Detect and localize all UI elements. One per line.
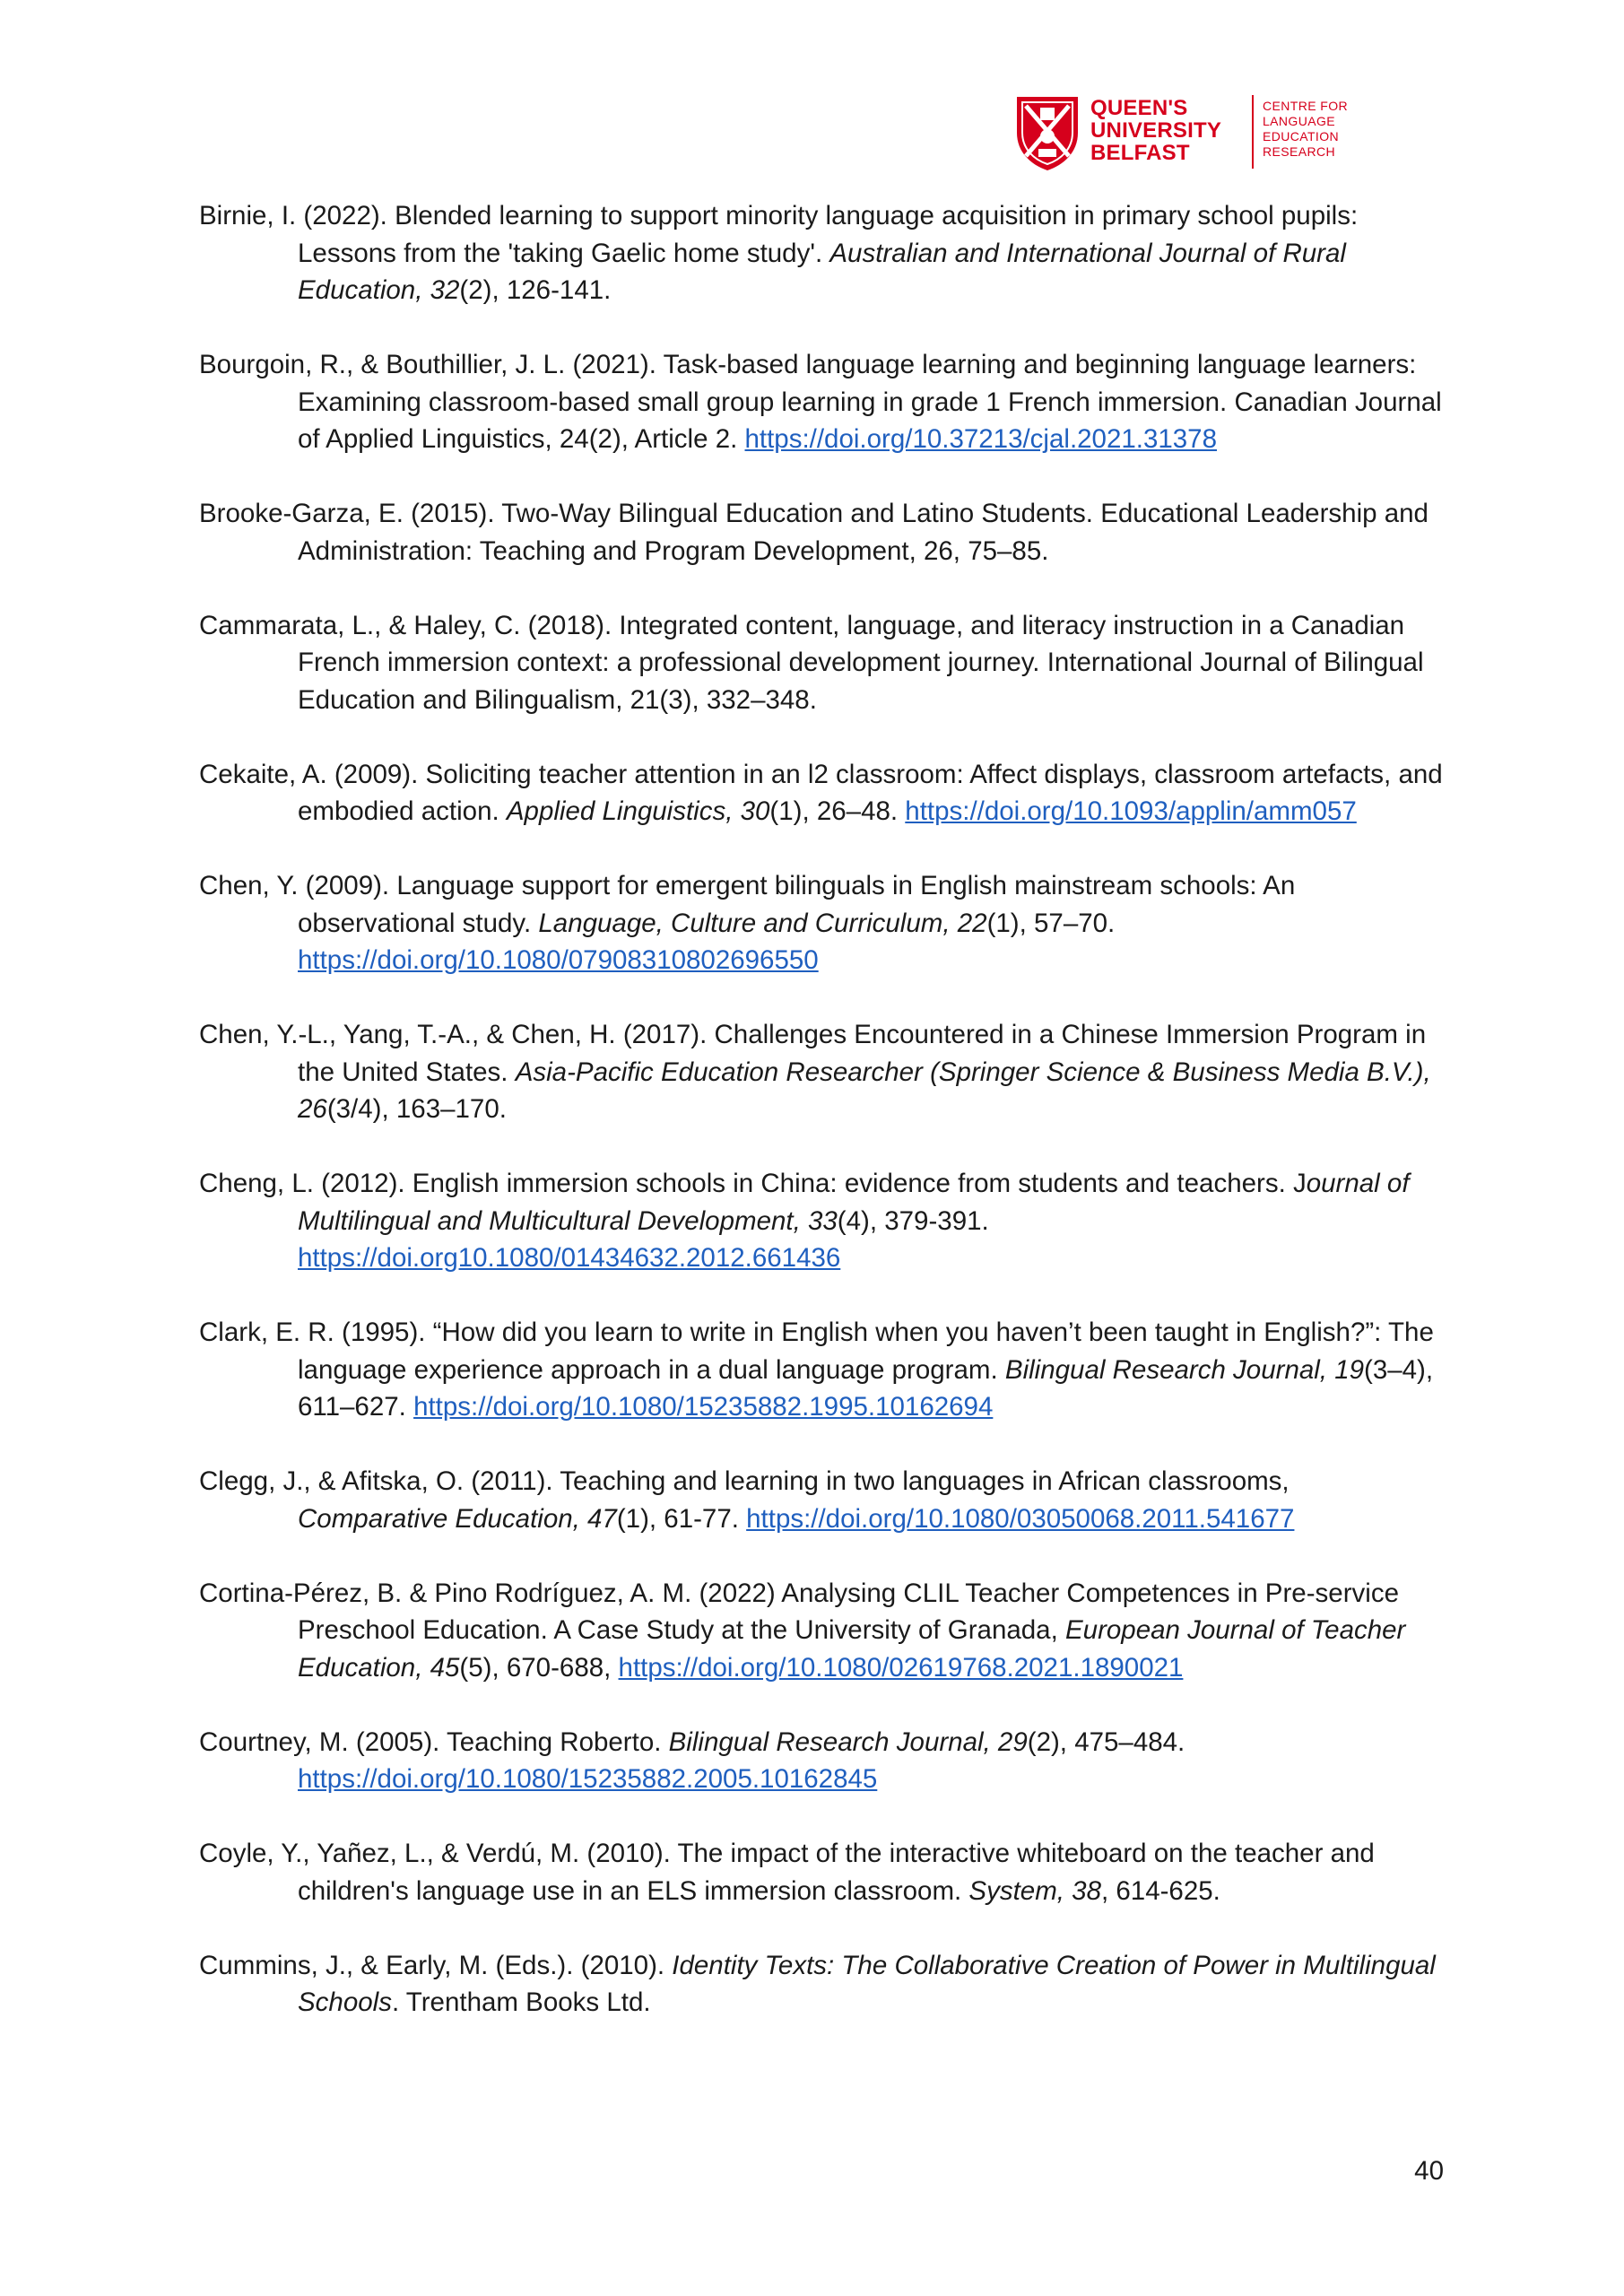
reference-text: Chen, Y.-L., Yang, T.-A., & Chen, H. (2017). Challenges Encountered in a Chinese Immersion Program in the United States.: [199, 1020, 1427, 1087]
reference-text: (3–4), 611–627.: [298, 1354, 1434, 1422]
reference-entry: [199, 607, 1446, 719]
reference-entry: [199, 1016, 1446, 1128]
reference-entry: [199, 346, 1446, 458]
journal-title: Identity Texts: The Collaborative Creation of Power in Multilingual Schools: [298, 1950, 1436, 2017]
reference-entry: [199, 867, 1446, 979]
reference-text: (1), 61-77.: [616, 1503, 747, 1534]
university-line: QUEEN'S: [1090, 96, 1188, 120]
reference-text: (2), 475–484.: [1027, 1726, 1185, 1757]
journal-title: Bilingual Research Journal, 29: [668, 1726, 1028, 1757]
doi-link[interactable]: https://doi.org/10.1080/03050068.2011.541677: [746, 1503, 1295, 1534]
reference-text: Chen, Y. (2009). Language support for emergent bilinguals in English mainstream schools: An observational study.: [199, 871, 1296, 938]
reference-list: [199, 197, 1446, 2022]
reference-text: Cekaite, A. (2009). Soliciting teacher attention in an l2 classroom: Affect displays, classroom artefacts, and embodied action.: [199, 759, 1443, 826]
reference-entry: [199, 495, 1446, 570]
centre-line: EDUCATION: [1263, 129, 1340, 144]
doi-link[interactable]: https://doi.org/10.1093/applin/amm057: [905, 796, 1357, 826]
page-number: 40: [1414, 2156, 1444, 2186]
doi-link[interactable]: https://doi.org/10.1080/15235882.2005.10162845: [298, 1764, 878, 1794]
reference-entry: [199, 756, 1446, 831]
reference-entry: [199, 1835, 1446, 1909]
logo-divider: [1252, 95, 1254, 169]
reference-text: Clegg, J., & Afitska, O. (2011). Teaching and learning in two languages in African classrooms,: [199, 1466, 1290, 1496]
journal-title: Australian and International Journal of Rural Education, 32: [298, 238, 1346, 305]
reference-text: (1), 57–70.: [986, 908, 1116, 938]
reference-text: Cammarata, L., & Haley, C. (2018). Integrated content, language, and literacy instruction in a Canadian French immersion context: a professional development journey. International Journal of Bilingual Education and Bilingualism, 21(3), 332–348.: [199, 610, 1424, 715]
reference-entry: [199, 1463, 1446, 1537]
reference-text: Cummins, J., & Early, M. (Eds.). (2010).: [199, 1950, 673, 1980]
doi-link[interactable]: https://doi.org/10.37213/cjal.2021.31378: [744, 424, 1217, 454]
reference-text: (4), 379-391.: [837, 1205, 989, 1236]
reference-text: (2), 126-141.: [459, 275, 612, 305]
reference-entry: [199, 1575, 1446, 1687]
centre-name: [1263, 99, 1348, 160]
reference-text: . Trentham Books Ltd.: [391, 1987, 651, 2017]
university-line: UNIVERSITY: [1090, 118, 1222, 143]
journal-title: Comparative Education, 47: [298, 1503, 617, 1534]
reference-text: Birnie, I. (2022). Blended learning to support minority language acquisition in primary school pupils: Lessons from the 'taking Gaelic home study'.: [199, 201, 1359, 268]
reference-text: Bourgoin, R., & Bouthillier, J. L. (2021). Task-based language learning and beginning language learners: Examining classroom-based small group learning in grade 1 French immersion. Canadian Journal of Applied Linguistics, 24(2), Article 2.: [199, 350, 1442, 454]
reference-entry: [199, 1724, 1446, 1798]
doi-link[interactable]: https://doi.org/10.1080/15235882.1995.10162694: [413, 1392, 994, 1422]
journal-title: ournal of Multilingual and Multicultural Development, 33: [298, 1169, 1410, 1236]
doi-link[interactable]: https://doi.org/10.1080/02619768.2021.1890021: [618, 1652, 1184, 1683]
qub-logo: [1013, 93, 1372, 172]
qub-crest-icon: [1013, 93, 1081, 172]
journal-title: System, 38: [968, 1875, 1101, 1906]
reference-text: Cortina-Pérez, B. & Pino Rodríguez, A. M. (2022) Analysing CLIL Teacher Competences in Pre-service Preschool Education. A Case Study at the University of Granada,: [199, 1578, 1399, 1645]
reference-text: (1), 26–48.: [769, 796, 906, 826]
reference-text: Cheng, L. (2012). English immersion schools in China: evidence from students and teachers. J: [199, 1169, 1307, 1198]
doi-link[interactable]: https://doi.org10.1080/01434632.2012.661436: [298, 1243, 841, 1273]
centre-line: CENTRE FOR: [1263, 99, 1348, 113]
reference-text: Coyle, Y., Yañez, L., & Verdú, M. (2010). The impact of the interactive whiteboard on the teacher and children's language use in an ELS immersion classroom.: [199, 1839, 1375, 1906]
doi-link[interactable]: https://doi.org/10.1080/07908310802696550: [298, 945, 819, 975]
reference-entry: [199, 1947, 1446, 2022]
journal-title: European Journal of Teacher Education, 45: [298, 1615, 1406, 1683]
reference-text: Courtney, M. (2005). Teaching Roberto.: [199, 1726, 669, 1757]
reference-text: (3/4), 163–170.: [326, 1094, 507, 1124]
centre-line: RESEARCH: [1263, 144, 1335, 159]
journal-title: Language, Culture and Curriculum, 22: [538, 908, 987, 938]
centre-line: LANGUAGE: [1263, 114, 1335, 128]
reference-entry: [199, 197, 1446, 309]
reference-entry: [199, 1165, 1446, 1277]
journal-title: Bilingual Research Journal, 19: [1004, 1354, 1365, 1385]
reference-text: , 614-625.: [1100, 1875, 1220, 1906]
university-name: [1090, 97, 1221, 164]
reference-entry: [199, 1314, 1446, 1426]
reference-text: Brooke-Garza, E. (2015). Two-Way Bilingual Education and Latino Students. Educational Leadership and Administration: Teaching and Program Development, 26, 75–85.: [199, 499, 1429, 566]
journal-title: Applied Linguistics, 30: [506, 796, 770, 826]
reference-text: Clark, E. R. (1995). “How did you learn to write in English when you haven’t been taught in English?”: The language experience approach in a dual language program.: [199, 1318, 1434, 1385]
university-line: BELFAST: [1090, 141, 1190, 165]
reference-text: (5), 670-688,: [459, 1652, 619, 1683]
journal-title: Asia-Pacific Education Researcher (Springer Science & Business Media B.V.), 26: [298, 1057, 1431, 1124]
